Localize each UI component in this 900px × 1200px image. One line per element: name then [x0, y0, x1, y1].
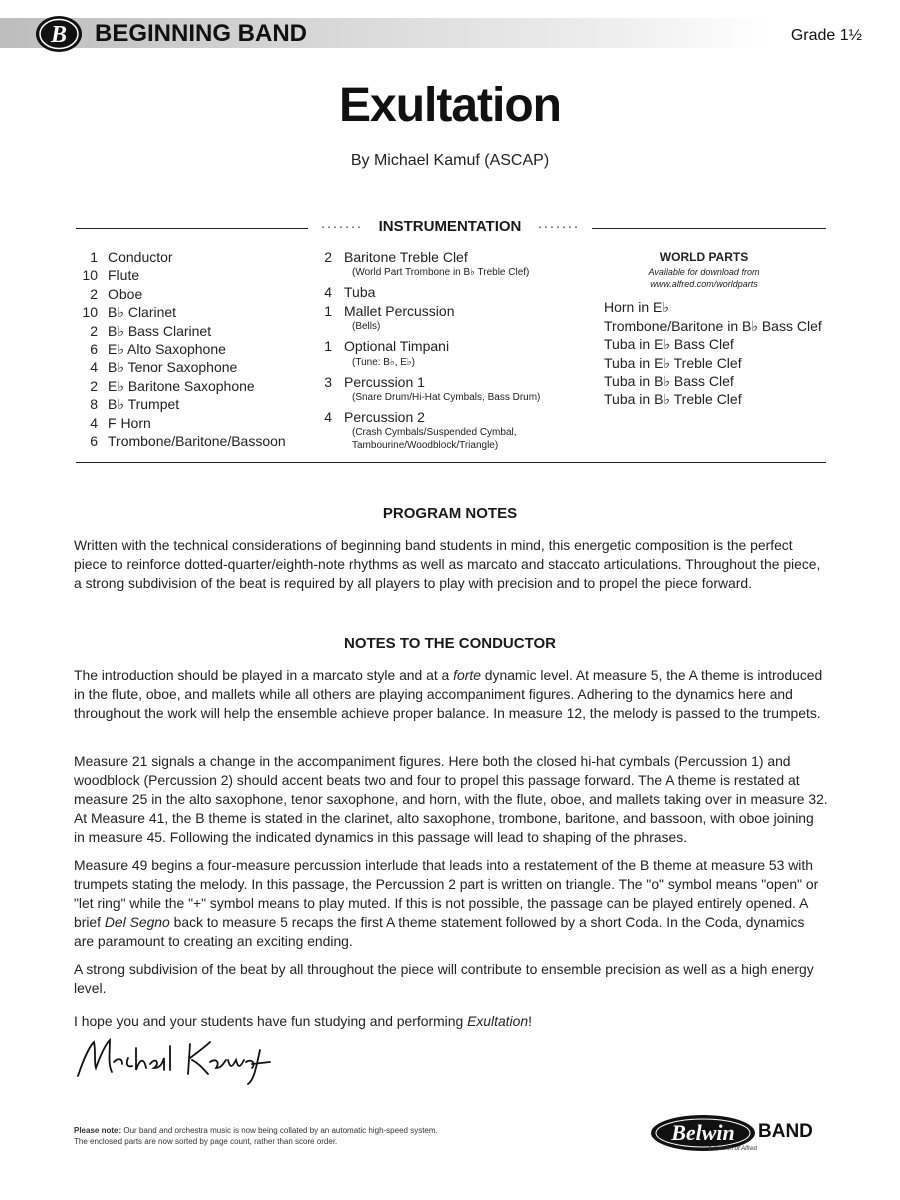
world-part-item: Horn in E♭: [604, 299, 669, 316]
instrument-row: [320, 337, 590, 355]
world-parts: [604, 248, 834, 409]
instrumentation-bottom-rule: [76, 462, 826, 463]
composer-signature: [70, 1028, 290, 1088]
instrument-name: Optional Timpani: [344, 338, 450, 355]
world-part-item: Tuba in B♭ Bass Clef: [604, 373, 734, 390]
instrument-count: 8: [90, 396, 98, 413]
instrument-row: [320, 408, 590, 426]
instrument-list-1: [74, 248, 314, 450]
conductor-notes-paragraph-2: Measure 21 signals a change in the accompaniment figures. Here both the closed hi-hat cymbals (Percussion 1) and woodblock (Percussion 2) should accent beats two and four to propel this passage forward. The A theme is restated at measure 25 in the alto saxophone, tenor saxophone, and horn, with the flute, oboe, and mallets taking over in measure 32. At Measure 41, the B theme is stated in the clarinet, alto saxophone, trombone, baritone, and bassoon, with oboe joining in measure 45. Following the indicated dynamics in this passage will lead to shaping of the phrases.: [74, 753, 828, 845]
instrument-note: (World Part Trombone in B♭ Treble Clef): [352, 267, 530, 279]
world-part-item: Tuba in B♭ Treble Clef: [604, 391, 742, 408]
instrument-row: [74, 266, 314, 284]
world-parts-subtitle: Available for download from www.alfred.com/worldparts: [648, 267, 760, 290]
instrument-name: E♭ Alto Saxophone: [108, 341, 226, 358]
instrument-count: 3: [324, 373, 332, 390]
instrument-row: [74, 340, 314, 358]
instrument-note: (Bells): [352, 321, 381, 333]
instrument-name: B♭ Bass Clarinet: [108, 322, 212, 339]
world-part-item: Trombone/Baritone in B♭ Bass Clef: [604, 317, 822, 334]
instrument-name: Baritone Treble Clef: [344, 249, 468, 265]
instrument-row: [74, 395, 314, 413]
conductor-notes-paragraph-1: The introduction should be played in a marcato style and at a forte dynamic level. At measure 5, the A theme is introduced in the flute, oboe, and mallets while all others are playing accompaniment figures. Adhering to the dynamics here and throughout the work will help the ensemble achieve proper balance. In measure 12, the melody is passed to the trumpets.: [74, 667, 823, 721]
instrument-note: (Snare Drum/Hi-Hat Cymbals, Bass Drum): [352, 392, 541, 404]
instrument-count: 4: [324, 284, 332, 301]
instrument-count: 6: [90, 341, 98, 358]
instrument-count: 1: [324, 302, 332, 319]
conductor-notes-paragraph-3: Measure 49 begins a four-measure percussion interlude that leads into a restatement of the B theme at measure 53 with trumpets stating the melody. In this passage, the Percussion 2 part is written on triangle. The "o" symbol means "open" or "let ring" while the "+" symbol means to play muted. If this is not possible, the passage can be played entirely opened. A brief Del Segno back to measure 5 recaps the first A theme statement followed by a short Coda. In the Coda, dynamics are paramount to creating an exciting ending.: [74, 857, 819, 949]
belwin-script: Belwin: [671, 1120, 735, 1145]
instrument-name: B♭ Clarinet: [108, 304, 177, 321]
instrument-count: 4: [90, 414, 98, 431]
instrument-count: 2: [90, 322, 98, 339]
world-part-item: Tuba in E♭ Treble Clef: [604, 354, 742, 371]
instrument-name: Trombone/Baritone/Bassoon: [108, 433, 286, 450]
instrument-count: 6: [90, 433, 98, 450]
publisher-subtitle: a division of Alfred: [708, 1146, 757, 1152]
instrument-count: 4: [324, 409, 332, 426]
instrument-name: Percussion 2: [344, 409, 425, 426]
instrument-row: [74, 322, 314, 340]
composer-credit: By Michael Kamuf (ASCAP): [350, 152, 550, 169]
instrument-name: Conductor: [108, 249, 173, 265]
world-part-item: Tuba in E♭ Bass Clef: [604, 336, 734, 353]
instrument-row: [74, 248, 314, 266]
conductor-notes-paragraph-5: I hope you and your students have fun studying and performing Exultation!: [74, 1013, 532, 1029]
instrument-name: Percussion 1: [344, 373, 425, 390]
instrument-row: [74, 414, 314, 432]
instrument-count: 2: [324, 249, 332, 265]
collation-note: Please note: Our band and orchestra music is now being collated by an automatic high-speed system. The enclosed parts are now sorted by page count, rather than score order.: [74, 1126, 438, 1146]
instrument-name: Oboe: [108, 285, 143, 302]
instrument-row: [74, 303, 314, 321]
instrument-count: 10: [82, 267, 98, 284]
program-notes-text: Written with the technical considerations of beginning band students in mind, this energetic composition is the perfect piece to reinforce dotted-quarter/eighth-note rhythms as well as marcato and staccato articulations. Throughout the piece, a strong subdivision of the beat is required by all players to play with precision and to propel the piece forward.: [74, 537, 821, 591]
instrument-row: [320, 302, 590, 320]
conductor-notes-paragraph-4: A strong subdivision of the beat by all throughout the piece will contribute to ensemble precision as well as a high energy level.: [74, 961, 814, 996]
world-parts-title: WORLD PARTS: [659, 250, 749, 264]
instrument-list-2: [320, 248, 590, 456]
instrument-count: 4: [90, 359, 98, 376]
instrument-count: 1: [90, 249, 98, 265]
instrument-count: 2: [90, 285, 98, 302]
instrument-row: [74, 377, 314, 395]
instrument-count: 1: [324, 338, 332, 355]
instrument-row: [74, 285, 314, 303]
instrument-row: [320, 373, 590, 391]
instrumentation-heading: ······· INSTRUMENTATION ·······: [0, 218, 900, 236]
header: [0, 0, 900, 60]
instrument-row: [74, 432, 314, 450]
program-notes-heading: PROGRAM NOTES: [382, 505, 518, 522]
grade-level: Grade 1½: [790, 27, 862, 44]
instrument-count: 2: [90, 377, 98, 394]
piece-title: Exultation: [338, 79, 561, 132]
beginning-band-logo-icon: [34, 14, 84, 54]
conductor-notes-heading: NOTES TO THE CONDUCTOR: [344, 635, 556, 652]
svg-text:B: B: [50, 22, 68, 48]
instrument-name: Flute: [108, 267, 140, 284]
publisher-band-label: BAND: [758, 1121, 813, 1142]
instrument-note: (Crash Cymbals/Suspended Cymbal, Tambourine/Woodblock/Triangle): [352, 427, 517, 452]
instrument-row: [320, 248, 590, 266]
series-title: BEGINNING BAND: [95, 20, 308, 47]
instrument-row: [74, 358, 314, 376]
instrument-row: [320, 283, 590, 301]
instrument-name: Mallet Percussion: [344, 302, 455, 319]
instrument-name: F Horn: [108, 414, 151, 431]
instrument-note: (Tune: B♭, E♭): [352, 356, 415, 368]
instrument-count: 10: [82, 304, 98, 321]
instrument-name: E♭ Baritone Saxophone: [108, 377, 255, 394]
instrument-name: Tuba: [344, 284, 376, 301]
instrument-name: B♭ Tenor Saxophone: [108, 359, 238, 376]
instrument-name: B♭ Trumpet: [108, 396, 180, 413]
